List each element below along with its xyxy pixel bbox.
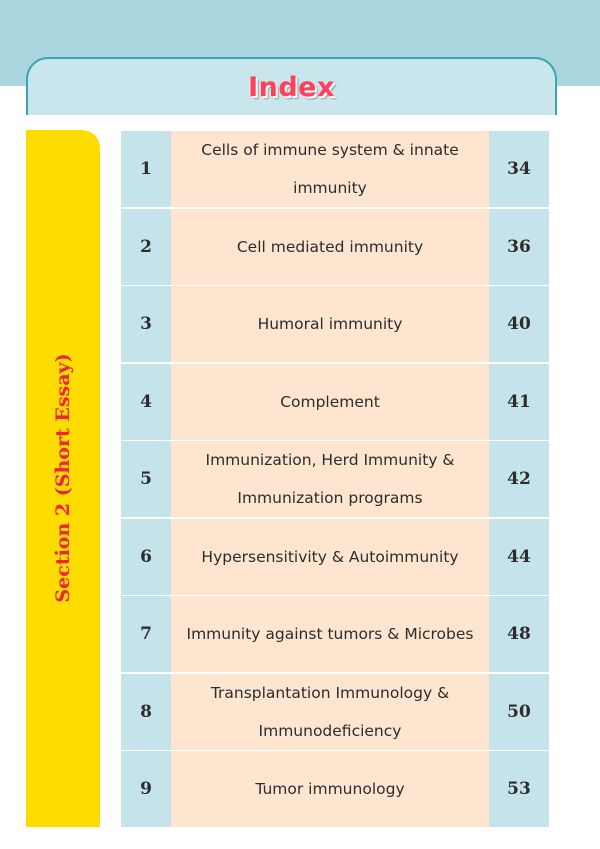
chapter-number: 5 xyxy=(121,441,171,517)
chapter-topic: Tumor immunology xyxy=(171,751,489,827)
chapter-topic: Immunity against tumors & Microbes xyxy=(171,596,489,672)
table-row xyxy=(121,751,549,827)
chapter-number: 6 xyxy=(121,519,171,595)
chapter-topic: Cell mediated immunity xyxy=(171,209,489,285)
table-row xyxy=(121,441,549,517)
page-number: 41 xyxy=(489,364,549,440)
table-row xyxy=(121,519,549,595)
page-number: 44 xyxy=(489,519,549,595)
chapter-topic: Transplantation Immunology & Immunodeficiency xyxy=(171,674,489,750)
chapter-topic: Hypersensitivity & Autoimmunity xyxy=(171,519,489,595)
chapter-number: 2 xyxy=(121,209,171,285)
table-row xyxy=(121,209,549,285)
chapter-number: 7 xyxy=(121,596,171,672)
chapter-number: 4 xyxy=(121,364,171,440)
title-tab xyxy=(26,57,557,115)
page-number: 50 xyxy=(489,674,549,750)
chapter-topic: Immunization, Herd Immunity & Immunization programs xyxy=(171,441,489,517)
page-number: 40 xyxy=(489,286,549,362)
table-row xyxy=(121,674,549,750)
chapter-number: 8 xyxy=(121,674,171,750)
table-row xyxy=(121,286,549,362)
section-sidebar xyxy=(26,130,100,827)
page-number: 34 xyxy=(489,131,549,207)
chapter-topic: Humoral immunity xyxy=(171,286,489,362)
chapter-number: 9 xyxy=(121,751,171,827)
table-row xyxy=(121,131,549,207)
section-label: Section 2 (Short Essay) xyxy=(52,353,74,603)
chapter-topic: Cells of immune system & innate immunity xyxy=(171,131,489,207)
chapter-number: 3 xyxy=(121,286,171,362)
index-table xyxy=(121,131,549,829)
page-number: 53 xyxy=(489,751,549,827)
table-row xyxy=(121,364,549,440)
page-title: Index xyxy=(248,71,335,103)
page-number: 36 xyxy=(489,209,549,285)
page-number: 48 xyxy=(489,596,549,672)
table-row xyxy=(121,596,549,672)
page-number: 42 xyxy=(489,441,549,517)
chapter-number: 1 xyxy=(121,131,171,207)
chapter-topic: Complement xyxy=(171,364,489,440)
